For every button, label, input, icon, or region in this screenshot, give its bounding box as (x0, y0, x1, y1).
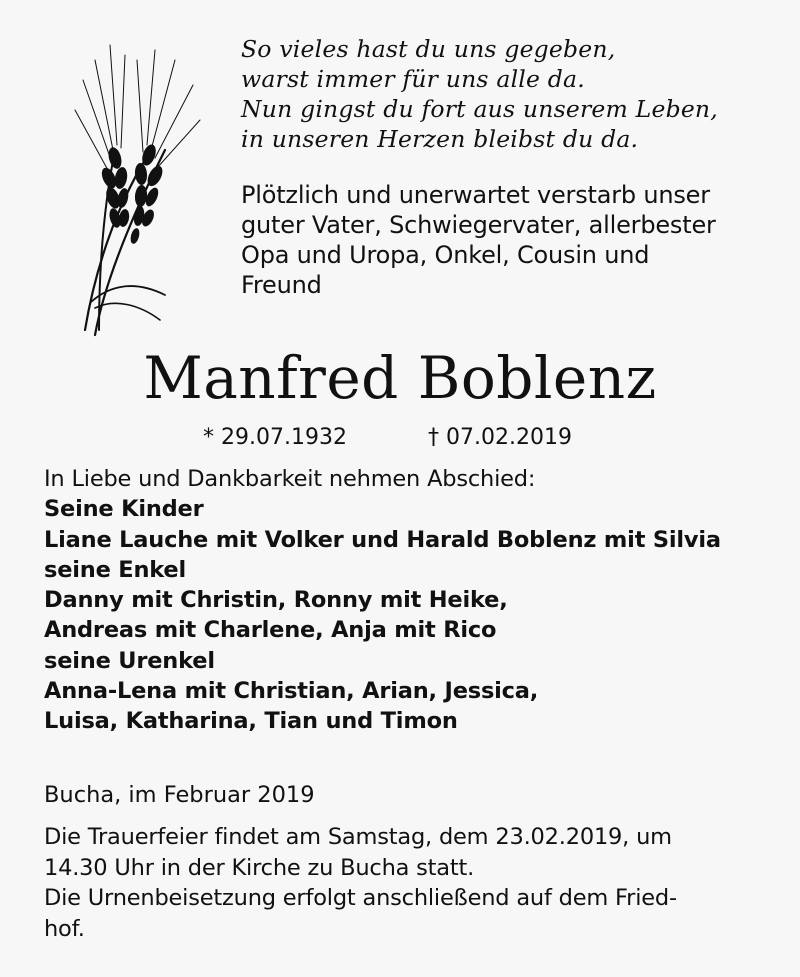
funeral-line: hof. (44, 915, 85, 942)
mourners-line: Luisa, Katharina, Tian und Timon (44, 708, 458, 735)
mourners-list (44, 464, 784, 737)
poem-verse (241, 34, 781, 154)
announcement-line: Opa und Uropa, Onkel, Cousin und (241, 241, 650, 269)
announcement-line: guter Vater, Schwiegervater, allerbester (241, 211, 716, 239)
funeral-line: Die Trauerfeier findet am Samstag, dem 23.02.2019, um (44, 824, 672, 850)
funeral-details (44, 822, 784, 944)
mourners-line: Danny mit Christin, Ronny mit Heike, (44, 587, 508, 614)
announcement-line: Freund (241, 271, 322, 299)
mourners-line: Liane Lauche mit Volker und Harald Boblenz mit Silvia (44, 526, 721, 553)
birth-date: * 29.07.1932 (203, 425, 347, 450)
death-date: † 07.02.2019 (428, 425, 572, 450)
mourners-line: Anna-Lena mit Christian, Arian, Jessica, (44, 678, 539, 705)
poem-line: in unseren Herzen bleibst du da. (241, 125, 639, 153)
funeral-line: Die Urnenbeisetzung erfolgt anschließend auf dem Fried- (44, 885, 677, 911)
announcement-text (241, 180, 781, 300)
mourners-line: seine Urenkel (44, 647, 215, 674)
deceased-name: Manfred Boblenz (143, 344, 657, 412)
poem-line: warst immer für uns alle da. (241, 65, 585, 93)
place-and-date: Bucha, im Februar 2019 (44, 782, 315, 808)
mourners-line: seine Enkel (44, 556, 186, 583)
announcement-line: Plötzlich und unerwartet verstarb unser (241, 181, 710, 209)
poem-line: Nun gingst du fort aus unserem Leben, (241, 95, 718, 123)
mourners-line: Andreas mit Charlene, Anja mit Rico (44, 617, 497, 644)
poem-line: So vieles hast du uns gegeben, (241, 35, 616, 63)
mourners-heading: In Liebe und Dankbarkeit nehmen Abschied: (44, 466, 536, 492)
mourners-line: Seine Kinder (44, 496, 204, 523)
wheat-ears-icon (55, 40, 205, 340)
funeral-line: 14.30 Uhr in der Kirche zu Bucha statt. (44, 854, 475, 881)
